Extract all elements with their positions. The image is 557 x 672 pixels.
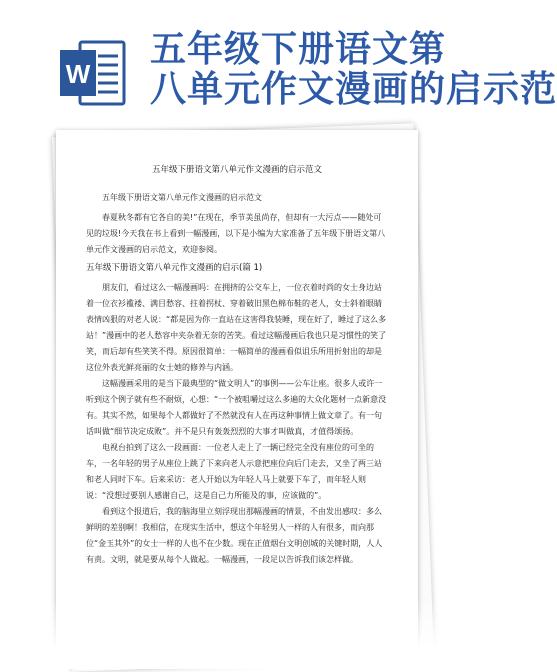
page-title <box>150 29 557 110</box>
body-paragraph-2: 这幅漫画采用的是当下最典型的“做文明人”的事例——公车让座。很多人或许一听到这个例子就有些不耐烦，心想：“一个被咀嚼过这么多遍的大众化题材一点新意没有。其实不然，如果每个人都做好了不然就没有人在再这种事情上做文章了。有一句话叫做“细节决定成败”。并不是只有轰轰烈烈的大事才叫做真，才值得颂扬。 <box>86 379 387 436</box>
body-paragraph-4: 看到这个报道后，我的脑海里立刻浮现出那幅漫画的情景，不由发出感叹：多么鲜明的差别啊！我相信，在现实生活中，想这个年轻男人一样的人有很多，而向那位“金玉其外”的女士一样的人也不在少数。现在正值烟台文明创城的关键时期，人人有责。文明，就是要从每个人做起。一幅漫画，一段足以告诉我们该怎样做。 <box>86 507 383 564</box>
body-paragraph-1: 朋友们，看过这么一幅漫画吗：在拥挤的公交车上，一位衣着时尚的女士身边站着一位衣衫褴褛、满目愁容、拄着拐杖、穿着破旧黑色棉布鞋的老人，女士斜着眼睛表情凶狠的对老人说：“都是因为你一直站在这害得我装睡，现在好了，睡过了这么多站！”漫画中的老人愁容中夹杂着无奈的苦笑。看过这幅漫画后我也只是习惯性的笑了笑，而后却有些笑笑不得。原因很简单：一幅简单的漫画看似诅乐所用折射出的却是这位外表光鲜亮丽的女士她的修养与内涵。 <box>86 283 387 372</box>
header-banner <box>0 0 557 120</box>
body-paragraph-3: 电视台拍到了这么一段画面：一位老人走上了一辆已经完全没有座位的可坐的车，一名年轻的男子从座位上跳了下来向老人示意把座位向后门走去，又坐了两三站和老人同时下车。后来采访：老人开始以为年轻人马上就要下车了，而年轻人则说：“没想过要别人感谢自己，这是自己力所能及的事，应该做的”。 <box>86 443 382 500</box>
word-document-icon <box>58 38 128 108</box>
title-line-1: 五年级下册语文第 <box>150 29 447 70</box>
title-line-2: 八单元作文漫画的启示范 <box>150 69 557 110</box>
document-title: 五年级下册语文第八单元作文漫画的启示范文 <box>151 165 322 175</box>
section-heading: 五年级下册语文第八单元作文漫画的启示(篇 1) <box>86 263 263 273</box>
document-subtitle: 五年级下册语文第八单元作文漫画的启示范文 <box>102 193 262 202</box>
bottom-fade-overlay <box>0 600 474 669</box>
intro-paragraph: 春夏秋冬都有它各自的美!”在现在，季节美虽尚存，但却有一大污点——随处可见的垃圾!今天我在书上看到一幅漫画，以下是小编为大家准备了五年级下册语文第八单元作文漫画的启示范文，欢迎参阅。 <box>86 213 386 254</box>
logo-letter: W <box>65 59 91 89</box>
document-page <box>56 130 418 662</box>
